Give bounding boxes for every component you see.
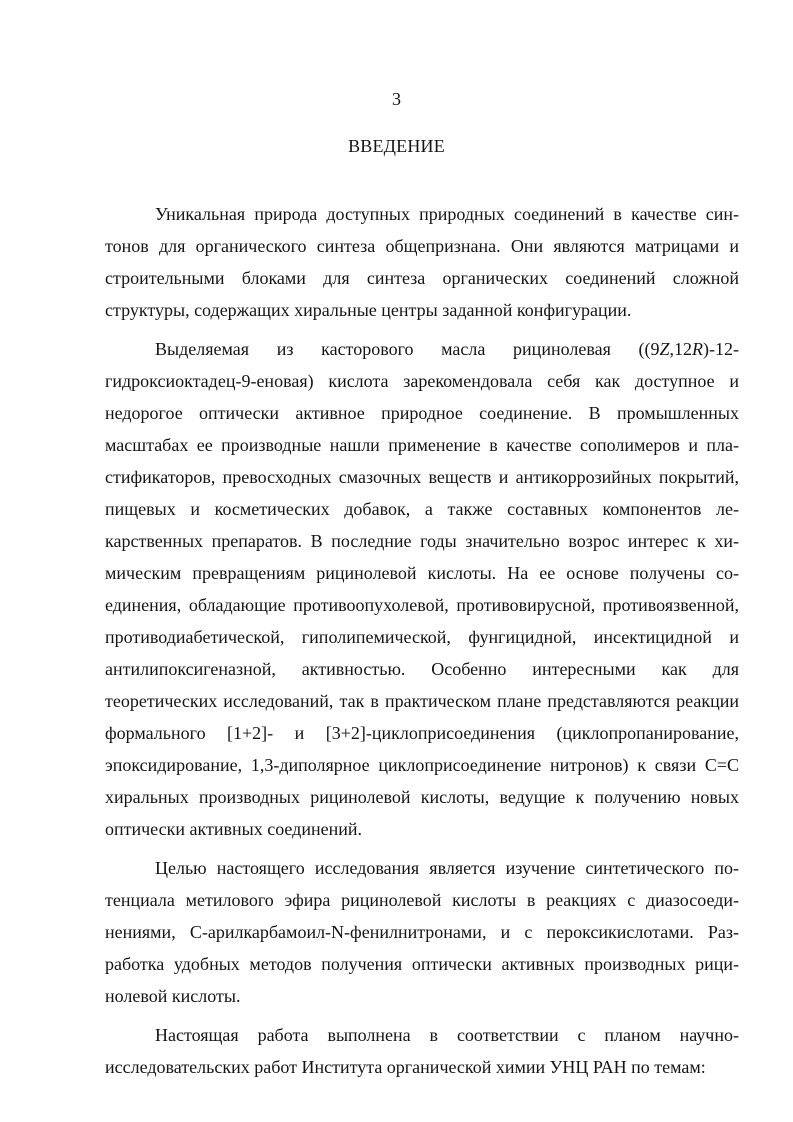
page-number: 3: [392, 89, 401, 109]
section-heading: ВВЕДЕНИЕ: [348, 136, 445, 156]
body-text: [105, 198, 739, 1083]
paragraph-goal: Целью настоящего исследования является изучение синтетического потенциала метилового эфира рицинолевой кислоты в реакциях с диазосоединениями, С-арилкарбамоил-N-фенилнитронами, и с пероксикислотами. Разработка удобных методов получения оптически активных производных рицинолевой кислоты.: [105, 858, 739, 1006]
paragraph-intro: Уникальная природа доступных природных соединений в качестве синтонов для органического синтеза общепризнана. Они являются матрицами и строительными блоками для синтеза органических соединений сложной структуры, содержащих хиральные центры заданной конфигурации.: [105, 204, 739, 320]
paragraph-ricinoleic-acid: Выделяемая из касторового масла рицинолевая ((9Z,12R)-12-гидроксиоктадец-9-еновая) кислота зарекомендовала себя как доступное и недорогое оптически активное природное соединение. В промышленных масштабах ее производные нашли применение в качестве сополимеров и пластификаторов, превосходных смазочных веществ и антикоррозийных покрытий, пищевых и косметических добавок, а также составных компонентов лекарственных препаратов. В последние годы значительно возрос интерес к химическим превращениям рицинолевой кислоты. На ее основе получены соединения, обладающие противоопухолевой, противовирусной, противоязвенной, противодиабетической, гиполипемической, фунгицидной, инсектицидной и антилипоксигеназной, активностью. Особенно интересными как для теоретических исследований, так в практическом плане представляются реакции формального [1+2]- и [3+2]-циклоприсоединения (циклопропанирование, эпоксидирование, 1,3-диполярное циклоприсоединение нитронов) к связи С=С хиральных производных рицинолевой кислоты, ведущие к получению новых оптически активных соединений.: [105, 339, 739, 839]
paragraph-work-plan: Настоящая работа выполнена в соответствии с планом научно-исследовательских работ Института органической химии УНЦ РАН по темам:: [105, 1025, 739, 1077]
